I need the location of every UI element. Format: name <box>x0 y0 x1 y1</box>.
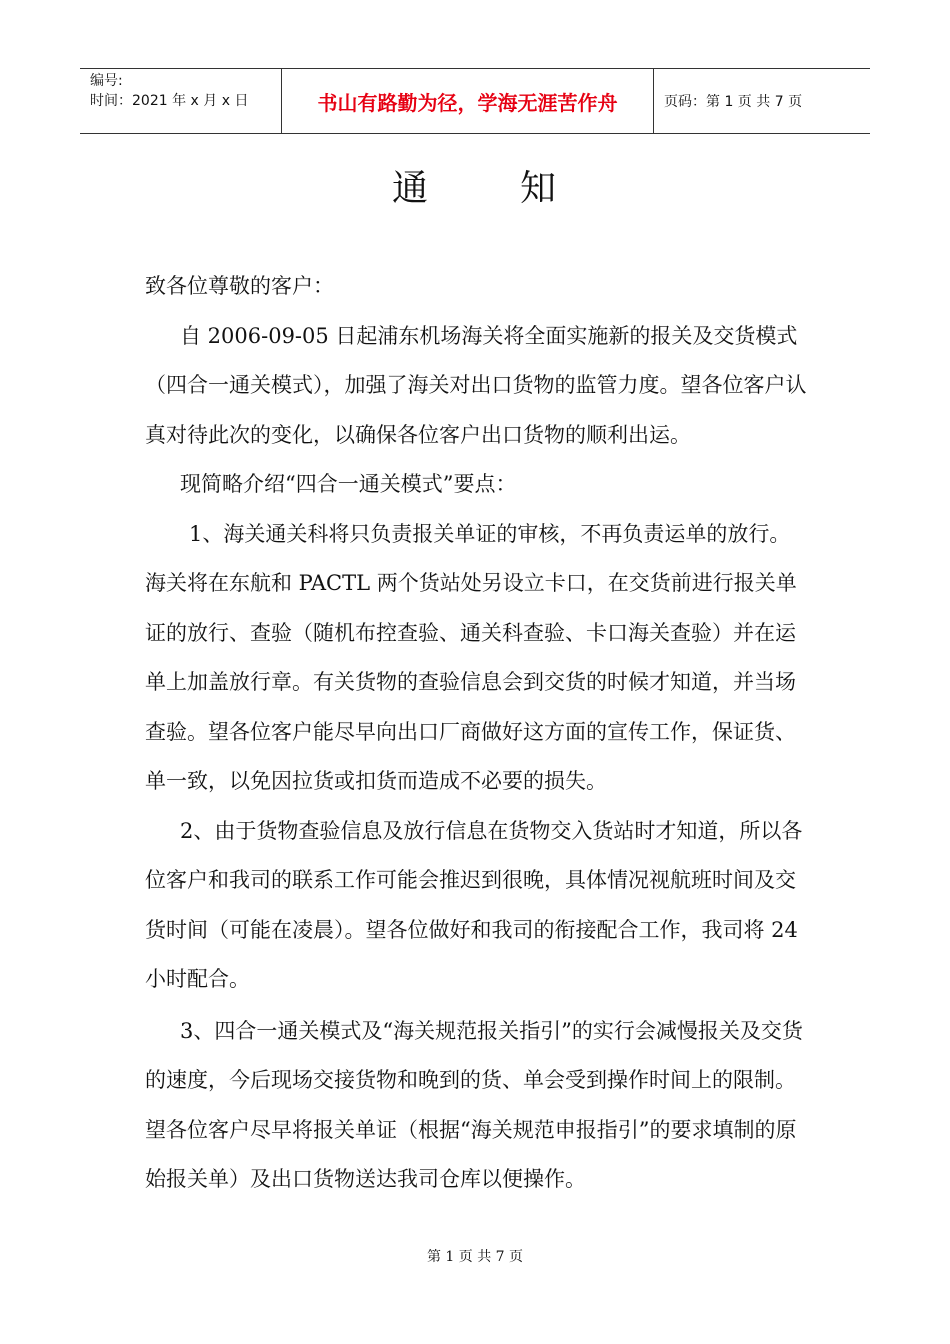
page-header <box>80 68 870 134</box>
page-footer: 第 1 页 共 7 页 <box>426 1249 524 1265</box>
paragraph-intro: 自 2006-09-05 日起浦东机场海关将全面实施新的报关及交货模式（四合一通关模式），加强了海关对出口货物的监管力度。望各位客户认真对待此次的变化，以确保各位客户出口货物的顺利出运。 <box>145 323 807 447</box>
greeting: 致各位尊敬的客户： <box>145 274 334 298</box>
header-meta <box>80 69 282 133</box>
header-motto: 书山有路勤为径，学海无涯苦作舟 <box>282 69 654 133</box>
paragraph-summary-heading: 现简略介绍“四合一通关模式”要点： <box>180 472 517 496</box>
date-label: 时间：2021 年 x 月 x 日 <box>90 93 249 109</box>
title-char-2: 知 <box>520 168 559 209</box>
paragraph-point-2: 2、由于货物查验信息及放行信息在货物交入货站时才知道，所以各位客户和我司的联系工作可能会推迟到很晚，具体情况视航班时间及交货时间（可能在凌晨）。望各位做好和我司的衔接配合工作，我司将 24 小时配合。 <box>145 818 803 991</box>
document-title <box>0 160 950 211</box>
document-body <box>145 262 810 1205</box>
header-page-info: 页码：第 1 页 共 7 页 <box>664 94 803 110</box>
title-char-1: 通 <box>391 168 430 209</box>
paragraph-point-3: 3、四合一通关模式及“海关规范报关指引”的实行会减慢报关及交货的速度，今后现场交接货物和晚到的货、单会受到操作时间上的限制。望各位客户尽早将报关单证（根据“海关规范申报指引”的要求填制的原始报关单）及出口货物送达我司仓库以便操作。 <box>145 1018 803 1191</box>
paragraph-point-1: 1、海关通关科将只负责报关单证的审核，不再负责运单的放行。海关将在东航和 PACTL 两个货站处另设立卡口，在交货前进行报关单证的放行、查验（随机布控查验、通关科查验、卡口海关查验）并在运单上加盖放行章。有关货物的查验信息会到交货的时候才知道，并当场查验。望各位客户能尽早向出口厂商做好这方面的宣传工作，保证货、单一致，以免因拉货或扣货而造成不必要的损失。 <box>145 521 797 793</box>
serial-number-label: 编号: <box>90 73 123 89</box>
